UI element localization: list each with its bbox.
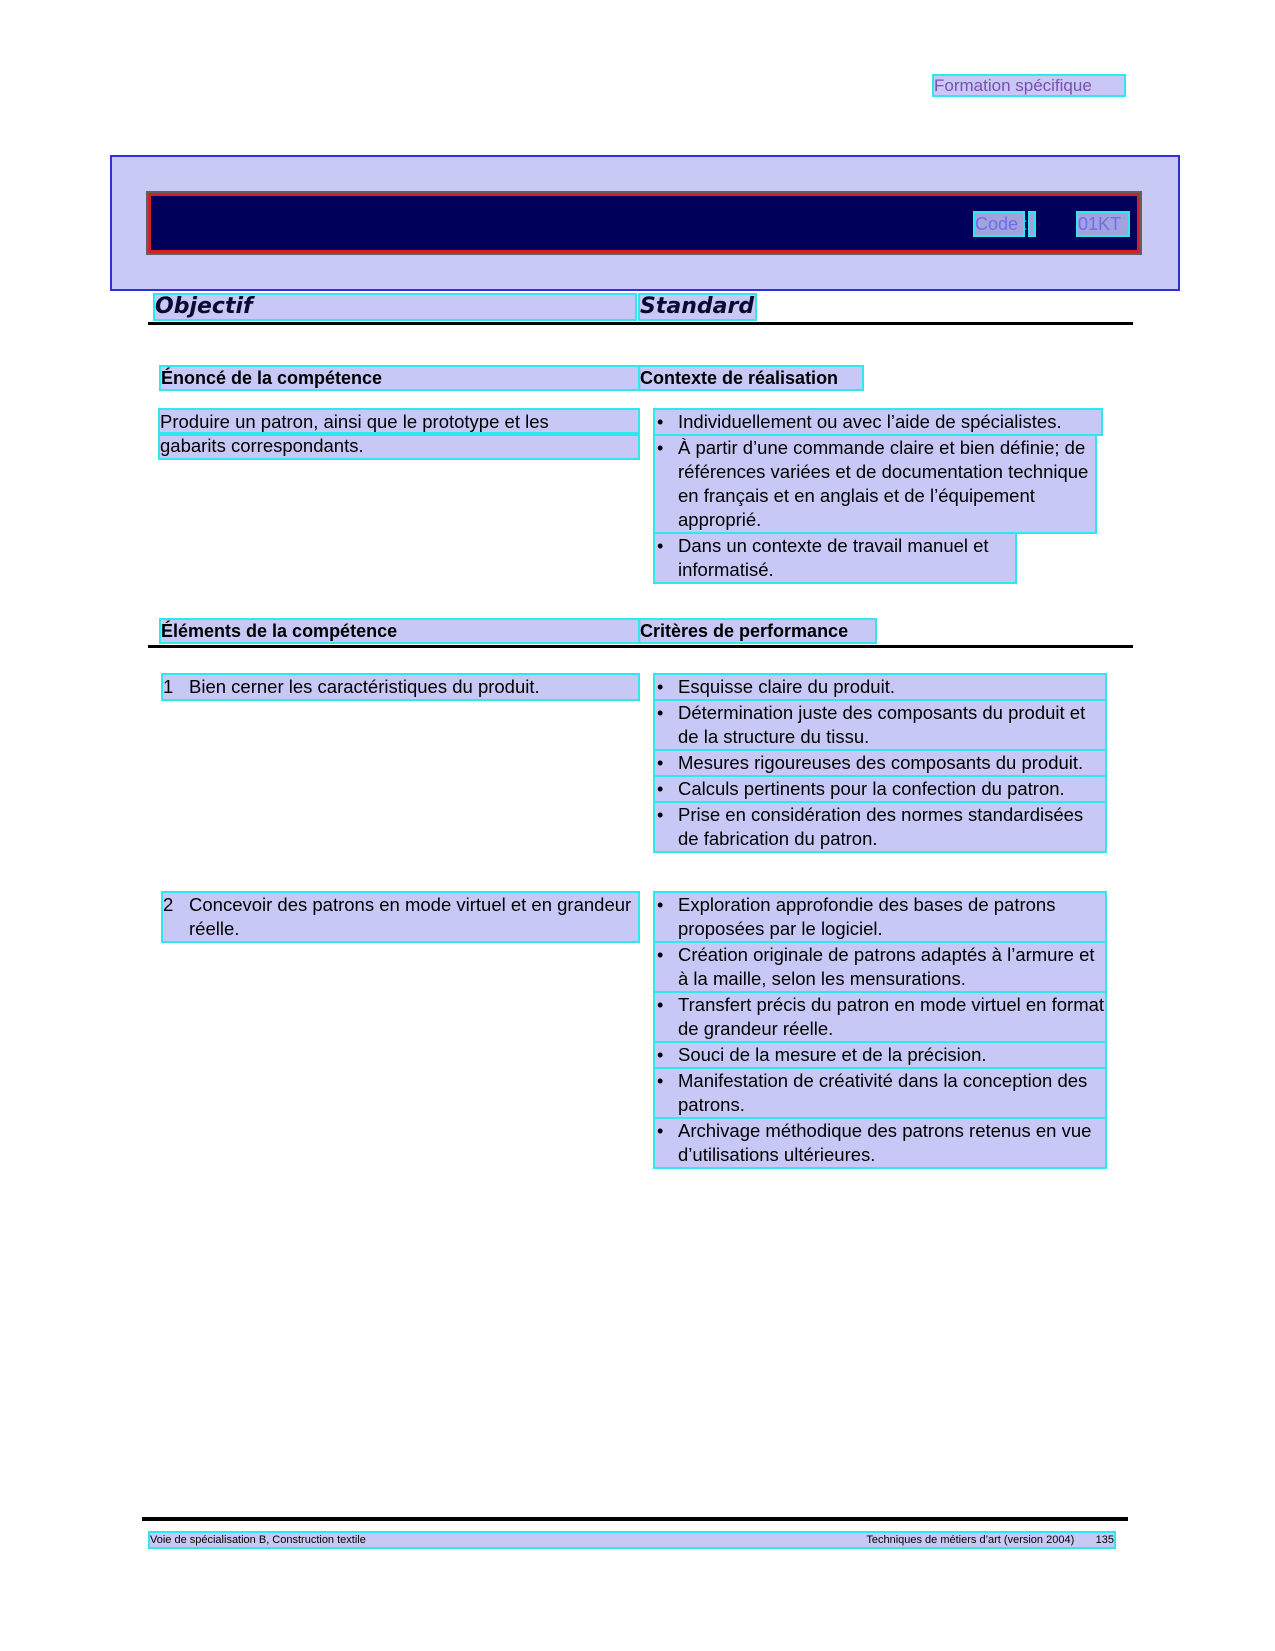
criteria-heading: Critères de performance xyxy=(640,620,875,642)
element-number: 1 xyxy=(163,676,174,697)
footer-rule xyxy=(142,1517,1128,1521)
page-number: 135 xyxy=(1095,1534,1114,1546)
header-rule xyxy=(148,322,1133,325)
code-label: Code : xyxy=(975,214,1029,234)
criterion-item: • Transfert précis du patron en mode virtuel en format de grandeur réelle. xyxy=(655,993,1105,1041)
criterion-item: • Mesures rigoureuses des composants du produit. xyxy=(655,751,1105,775)
context-item: • À partir d’une commande claire et bien définie; de références variées et de documentation technique en français et en anglais et de l’équipement approprié. xyxy=(655,436,1095,532)
competency-element-2 xyxy=(163,893,638,941)
context-heading: Contexte de réalisation xyxy=(640,367,862,389)
elements-heading: Éléments de la compétence xyxy=(161,620,639,642)
competency-element-1 xyxy=(163,675,638,699)
statement-line: Produire un patron, ainsi que le prototype et les xyxy=(160,410,638,434)
statement-heading: Énoncé de la compétence xyxy=(161,367,639,389)
statement-text xyxy=(160,410,638,458)
criterion-item: • Archivage méthodique des patrons retenus en vue d’utilisations ultérieures. xyxy=(655,1119,1105,1167)
context-list xyxy=(655,410,1095,584)
context-item: • Individuellement ou avec l’aide de spécialistes. xyxy=(655,410,1101,434)
footer-left: Voie de spécialisation B, Construction textile xyxy=(150,1534,366,1546)
criterion-item: • Création originale de patrons adaptés à l’armure et à la maille, selon les mensurations. xyxy=(655,943,1105,991)
statement-line: gabarits correspondants. xyxy=(160,434,638,458)
element-text: Bien cerner les caractéristiques du produit. xyxy=(189,676,540,697)
criterion-item: • Détermination juste des composants du produit et de la structure du tissu. xyxy=(655,701,1105,749)
element-number: 2 xyxy=(163,894,174,915)
criterion-item: • Esquisse claire du produit. xyxy=(655,675,1105,699)
objective-heading: Objectif xyxy=(155,295,635,319)
elements-rule xyxy=(148,645,1133,648)
criterion-item: • Prise en considération des normes standardisées de fabrication du patron. xyxy=(655,803,1105,851)
criteria-list-2 xyxy=(655,893,1105,1169)
context-item: • Dans un contexte de travail manuel et informatisé. xyxy=(655,534,1015,582)
criteria-list-1 xyxy=(655,675,1105,853)
standard-heading: Standard xyxy=(640,294,755,319)
element-text: Concevoir des patrons en mode virtuel et en grandeur réelle. xyxy=(189,894,632,939)
code-value: 01KT xyxy=(1078,213,1128,235)
criterion-item: • Manifestation de créativité dans la conception des patrons. xyxy=(655,1069,1105,1117)
criterion-item: • Exploration approfondie des bases de patrons proposées par le logiciel. xyxy=(655,893,1105,941)
section-label: Formation spécifique xyxy=(934,76,1124,95)
criterion-item: • Calculs pertinents pour la confection du patron. xyxy=(655,777,1105,801)
criterion-item: • Souci de la mesure et de la précision. xyxy=(655,1043,1105,1067)
footer-separator xyxy=(150,1533,1114,1547)
code-separator xyxy=(1030,213,1034,235)
footer-title: Techniques de métiers d’art (version 2004) xyxy=(866,1534,1075,1546)
